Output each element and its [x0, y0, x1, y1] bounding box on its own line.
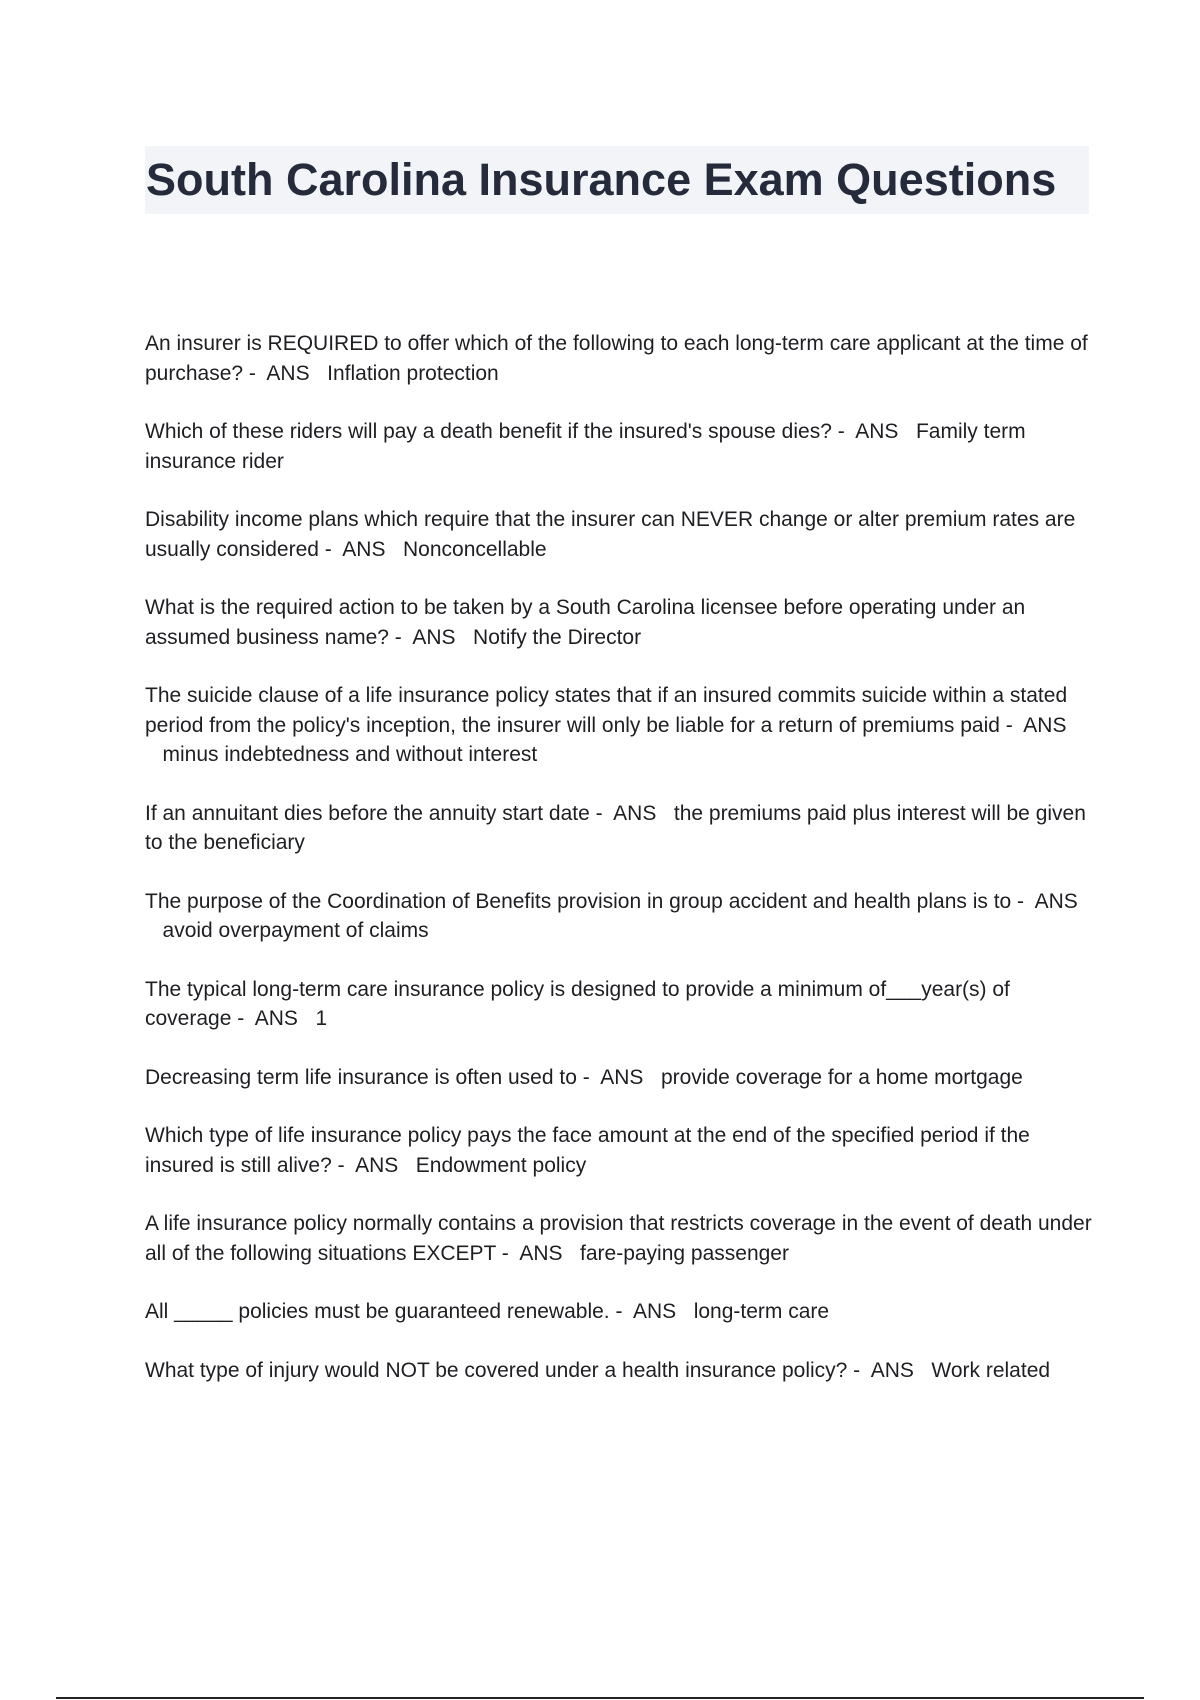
qa-item	[145, 975, 1095, 1034]
question-text: The suicide clause of a life insurance policy states that if an insured commits suicide within a stated period from the policy's inception, the insurer will only be liable for a return of premiums paid -	[145, 684, 1068, 737]
question-text: A life insurance policy normally contains a provision that restricts coverage in the event of death under all of the following situations EXCEPT -	[145, 1212, 1092, 1265]
qa-item	[145, 1356, 1095, 1386]
answer-text: 1	[315, 1007, 328, 1030]
question-text: If an annuitant dies before the annuity start date -	[145, 801, 603, 825]
answer-text: Family term insurance rider	[145, 420, 1026, 473]
question-text: Decreasing term life insurance is often used to -	[145, 1065, 590, 1089]
answer-text: Nonconcellable	[402, 537, 547, 561]
answer-text: fare-paying passenger	[580, 1241, 789, 1265]
question-text: Which type of life insurance policy pays the face amount at the end of the specified period if the insured is still alive? -	[145, 1124, 1030, 1177]
qa-item	[145, 681, 1095, 770]
page-title: South Carolina Insurance Exam Questions	[146, 154, 1057, 205]
qa-item	[145, 417, 1095, 476]
question-text: Disability income plans which require that the insurer can NEVER change or alter premium rates are usually considered -	[145, 508, 1076, 561]
answer-text: Inflation protection	[327, 361, 499, 385]
answer-text: Notify the Director	[473, 625, 642, 649]
question-text: What type of injury would NOT be covered under a health insurance policy? -	[145, 1358, 861, 1382]
question-text: All _____ policies must be guaranteed renewable. -	[145, 1300, 623, 1323]
ans-label: ANS	[1023, 713, 1067, 737]
question-text: Which of these riders will pay a death benefit if the insured's spouse dies? -	[145, 420, 845, 443]
answer-text: Work related	[931, 1358, 1051, 1382]
question-text: What is the required action to be taken by a South Carolina licensee before operating under an assumed business name? -	[145, 596, 1026, 649]
qa-list	[145, 329, 1095, 1414]
answer-text: long-term care	[693, 1300, 830, 1323]
qa-item	[145, 1209, 1095, 1268]
ans-label: ANS	[855, 420, 899, 443]
ans-label: ANS	[342, 537, 386, 561]
ans-label: ANS	[254, 1007, 298, 1030]
qa-item	[145, 1063, 1095, 1093]
answer-text: the premiums paid plus interest will be given to the beneficiary	[145, 801, 1086, 854]
ans-label: ANS	[1034, 889, 1078, 913]
answer-text: Endowment policy	[415, 1153, 587, 1177]
ans-label: ANS	[870, 1358, 914, 1382]
question-text: The purpose of the Coordination of Benefits provision in group accident and health plans is to -	[145, 889, 1025, 913]
qa-item	[145, 329, 1095, 388]
question-text: The typical long-term care insurance policy is designed to provide a minimum of___year(s) of coverage -	[145, 977, 1010, 1030]
qa-item	[145, 505, 1095, 564]
qa-item	[145, 1297, 1095, 1327]
ans-label: ANS	[519, 1241, 563, 1265]
ans-label: ANS	[632, 1300, 677, 1323]
qa-item	[145, 1121, 1095, 1180]
question-text: An insurer is REQUIRED to offer which of the following to each long-term care applicant at the time of purchase? -	[145, 332, 1088, 385]
ans-label: ANS	[266, 361, 310, 385]
ans-label: ANS	[412, 625, 456, 649]
ans-label: ANS	[600, 1065, 644, 1089]
qa-item	[145, 799, 1095, 858]
answer-text: avoid overpayment of claims	[162, 919, 429, 942]
qa-item	[145, 593, 1095, 652]
ans-label: ANS	[355, 1153, 399, 1177]
footer-divider	[56, 1697, 1144, 1699]
qa-item	[145, 887, 1095, 946]
answer-text: provide coverage for a home mortgage	[660, 1065, 1023, 1089]
ans-label: ANS	[613, 801, 657, 825]
answer-text: minus indebtedness and without interest	[162, 743, 538, 766]
